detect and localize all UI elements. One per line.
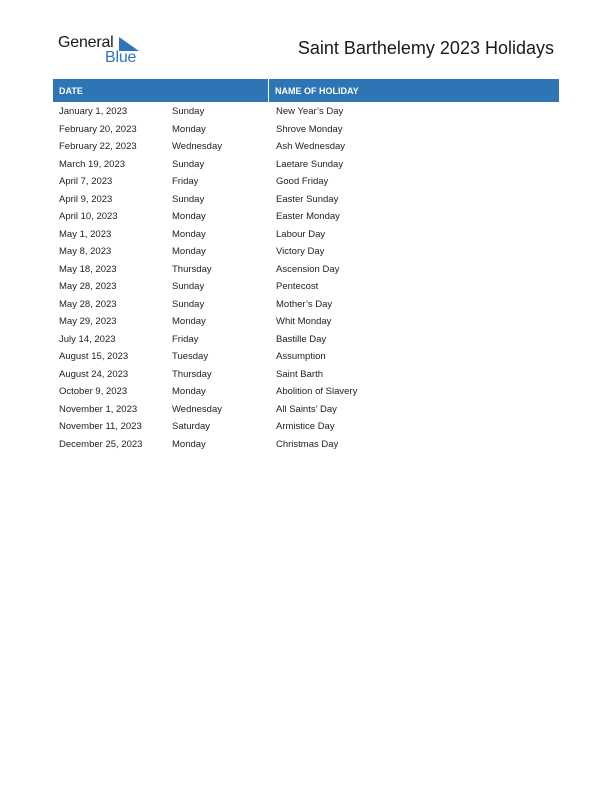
holiday-date: August 24, 2023 <box>59 368 129 380</box>
holiday-name: Shrove Monday <box>276 123 343 135</box>
holiday-name: Labour Day <box>276 228 326 240</box>
table-row <box>53 313 559 331</box>
holiday-name: Ash Wednesday <box>276 141 346 153</box>
table-row <box>53 436 559 454</box>
table-row <box>53 226 559 244</box>
table-row <box>53 296 559 314</box>
table-row <box>53 173 559 191</box>
table-row <box>53 243 559 261</box>
holiday-name: Abolition of Slavery <box>276 386 358 398</box>
holiday-weekday: Tuesday <box>172 351 209 363</box>
holiday-weekday: Wednesday <box>172 403 222 415</box>
holiday-weekday: Saturday <box>172 421 211 433</box>
holiday-weekday: Monday <box>172 438 206 450</box>
holiday-weekday: Monday <box>172 386 206 398</box>
table-body <box>53 103 559 453</box>
holiday-date: February 22, 2023 <box>59 141 137 153</box>
holiday-date: April 9, 2023 <box>59 193 113 205</box>
table-row <box>53 401 559 419</box>
holiday-weekday: Wednesday <box>172 141 222 153</box>
holiday-name: Laetare Sunday <box>276 158 344 170</box>
holiday-name: Armistice Day <box>276 421 335 433</box>
table-row <box>53 331 559 349</box>
holiday-date: March 19, 2023 <box>59 158 126 170</box>
holiday-name: Victory Day <box>276 246 325 258</box>
header-date: DATE <box>53 79 269 102</box>
table-row <box>53 261 559 279</box>
holiday-name: Easter Monday <box>276 211 340 223</box>
holiday-date: April 7, 2023 <box>59 176 113 188</box>
holiday-weekday: Sunday <box>172 106 205 118</box>
holiday-weekday: Friday <box>172 176 199 188</box>
table-row <box>53 418 559 436</box>
table-row <box>53 208 559 226</box>
holiday-name: Bastille Day <box>276 333 327 345</box>
holiday-weekday: Sunday <box>172 193 205 205</box>
holiday-name: Saint Barth <box>276 368 323 380</box>
table-row <box>53 138 559 156</box>
holiday-weekday: Thursday <box>172 368 212 380</box>
holiday-date: February 20, 2023 <box>59 123 137 135</box>
table-header <box>53 79 559 102</box>
holiday-name: New Year’s Day <box>276 106 344 118</box>
holiday-date: May 18, 2023 <box>59 263 117 275</box>
holiday-name: Assumption <box>276 351 326 363</box>
holiday-date: May 8, 2023 <box>59 246 112 258</box>
holiday-date: October 9, 2023 <box>59 386 128 398</box>
holiday-weekday: Monday <box>172 316 206 328</box>
holiday-date: May 28, 2023 <box>59 281 117 293</box>
logo-text-blue: Blue <box>105 49 137 66</box>
holiday-weekday: Monday <box>172 228 206 240</box>
table-row <box>53 156 559 174</box>
holiday-weekday: Thursday <box>172 263 212 275</box>
holiday-date: August 15, 2023 <box>59 351 129 363</box>
holiday-name: Pentecost <box>276 281 319 293</box>
holiday-weekday: Monday <box>172 211 206 223</box>
holiday-weekday: Sunday <box>172 298 205 310</box>
table-row <box>53 278 559 296</box>
holiday-name: All Saints’ Day <box>276 403 337 415</box>
table-row <box>53 366 559 384</box>
holiday-name: Ascension Day <box>276 263 340 275</box>
holiday-weekday: Friday <box>172 333 199 345</box>
holiday-date: July 14, 2023 <box>59 333 116 345</box>
holiday-date: April 10, 2023 <box>59 211 118 223</box>
table-row <box>53 121 559 139</box>
holiday-name: Mother’s Day <box>276 298 333 310</box>
table-row <box>53 348 559 366</box>
holiday-weekday: Monday <box>172 123 206 135</box>
holiday-date: November 1, 2023 <box>59 403 138 415</box>
holiday-weekday: Sunday <box>172 158 205 170</box>
holiday-date: December 25, 2023 <box>59 438 143 450</box>
table-row <box>53 191 559 209</box>
holiday-date: May 29, 2023 <box>59 316 117 328</box>
holiday-name: Good Friday <box>276 176 329 188</box>
logo-text-general: General <box>58 34 114 51</box>
table-row <box>53 103 559 121</box>
holiday-date: May 28, 2023 <box>59 298 117 310</box>
holiday-table <box>53 79 559 453</box>
holiday-date: January 1, 2023 <box>59 106 128 118</box>
page-title: Saint Barthelemy 2023 Holidays <box>297 38 554 58</box>
holiday-date: May 1, 2023 <box>59 228 112 240</box>
holiday-weekday: Monday <box>172 246 206 258</box>
generalblue-logo <box>58 34 148 68</box>
holiday-date: November 11, 2023 <box>59 421 142 433</box>
header-holiday-name: NAME OF HOLIDAY <box>275 85 359 96</box>
table-row <box>53 383 559 401</box>
holiday-name: Whit Monday <box>276 316 332 328</box>
holiday-name: Easter Sunday <box>276 193 339 205</box>
holiday-name: Christmas Day <box>276 438 339 450</box>
holiday-weekday: Sunday <box>172 281 205 293</box>
